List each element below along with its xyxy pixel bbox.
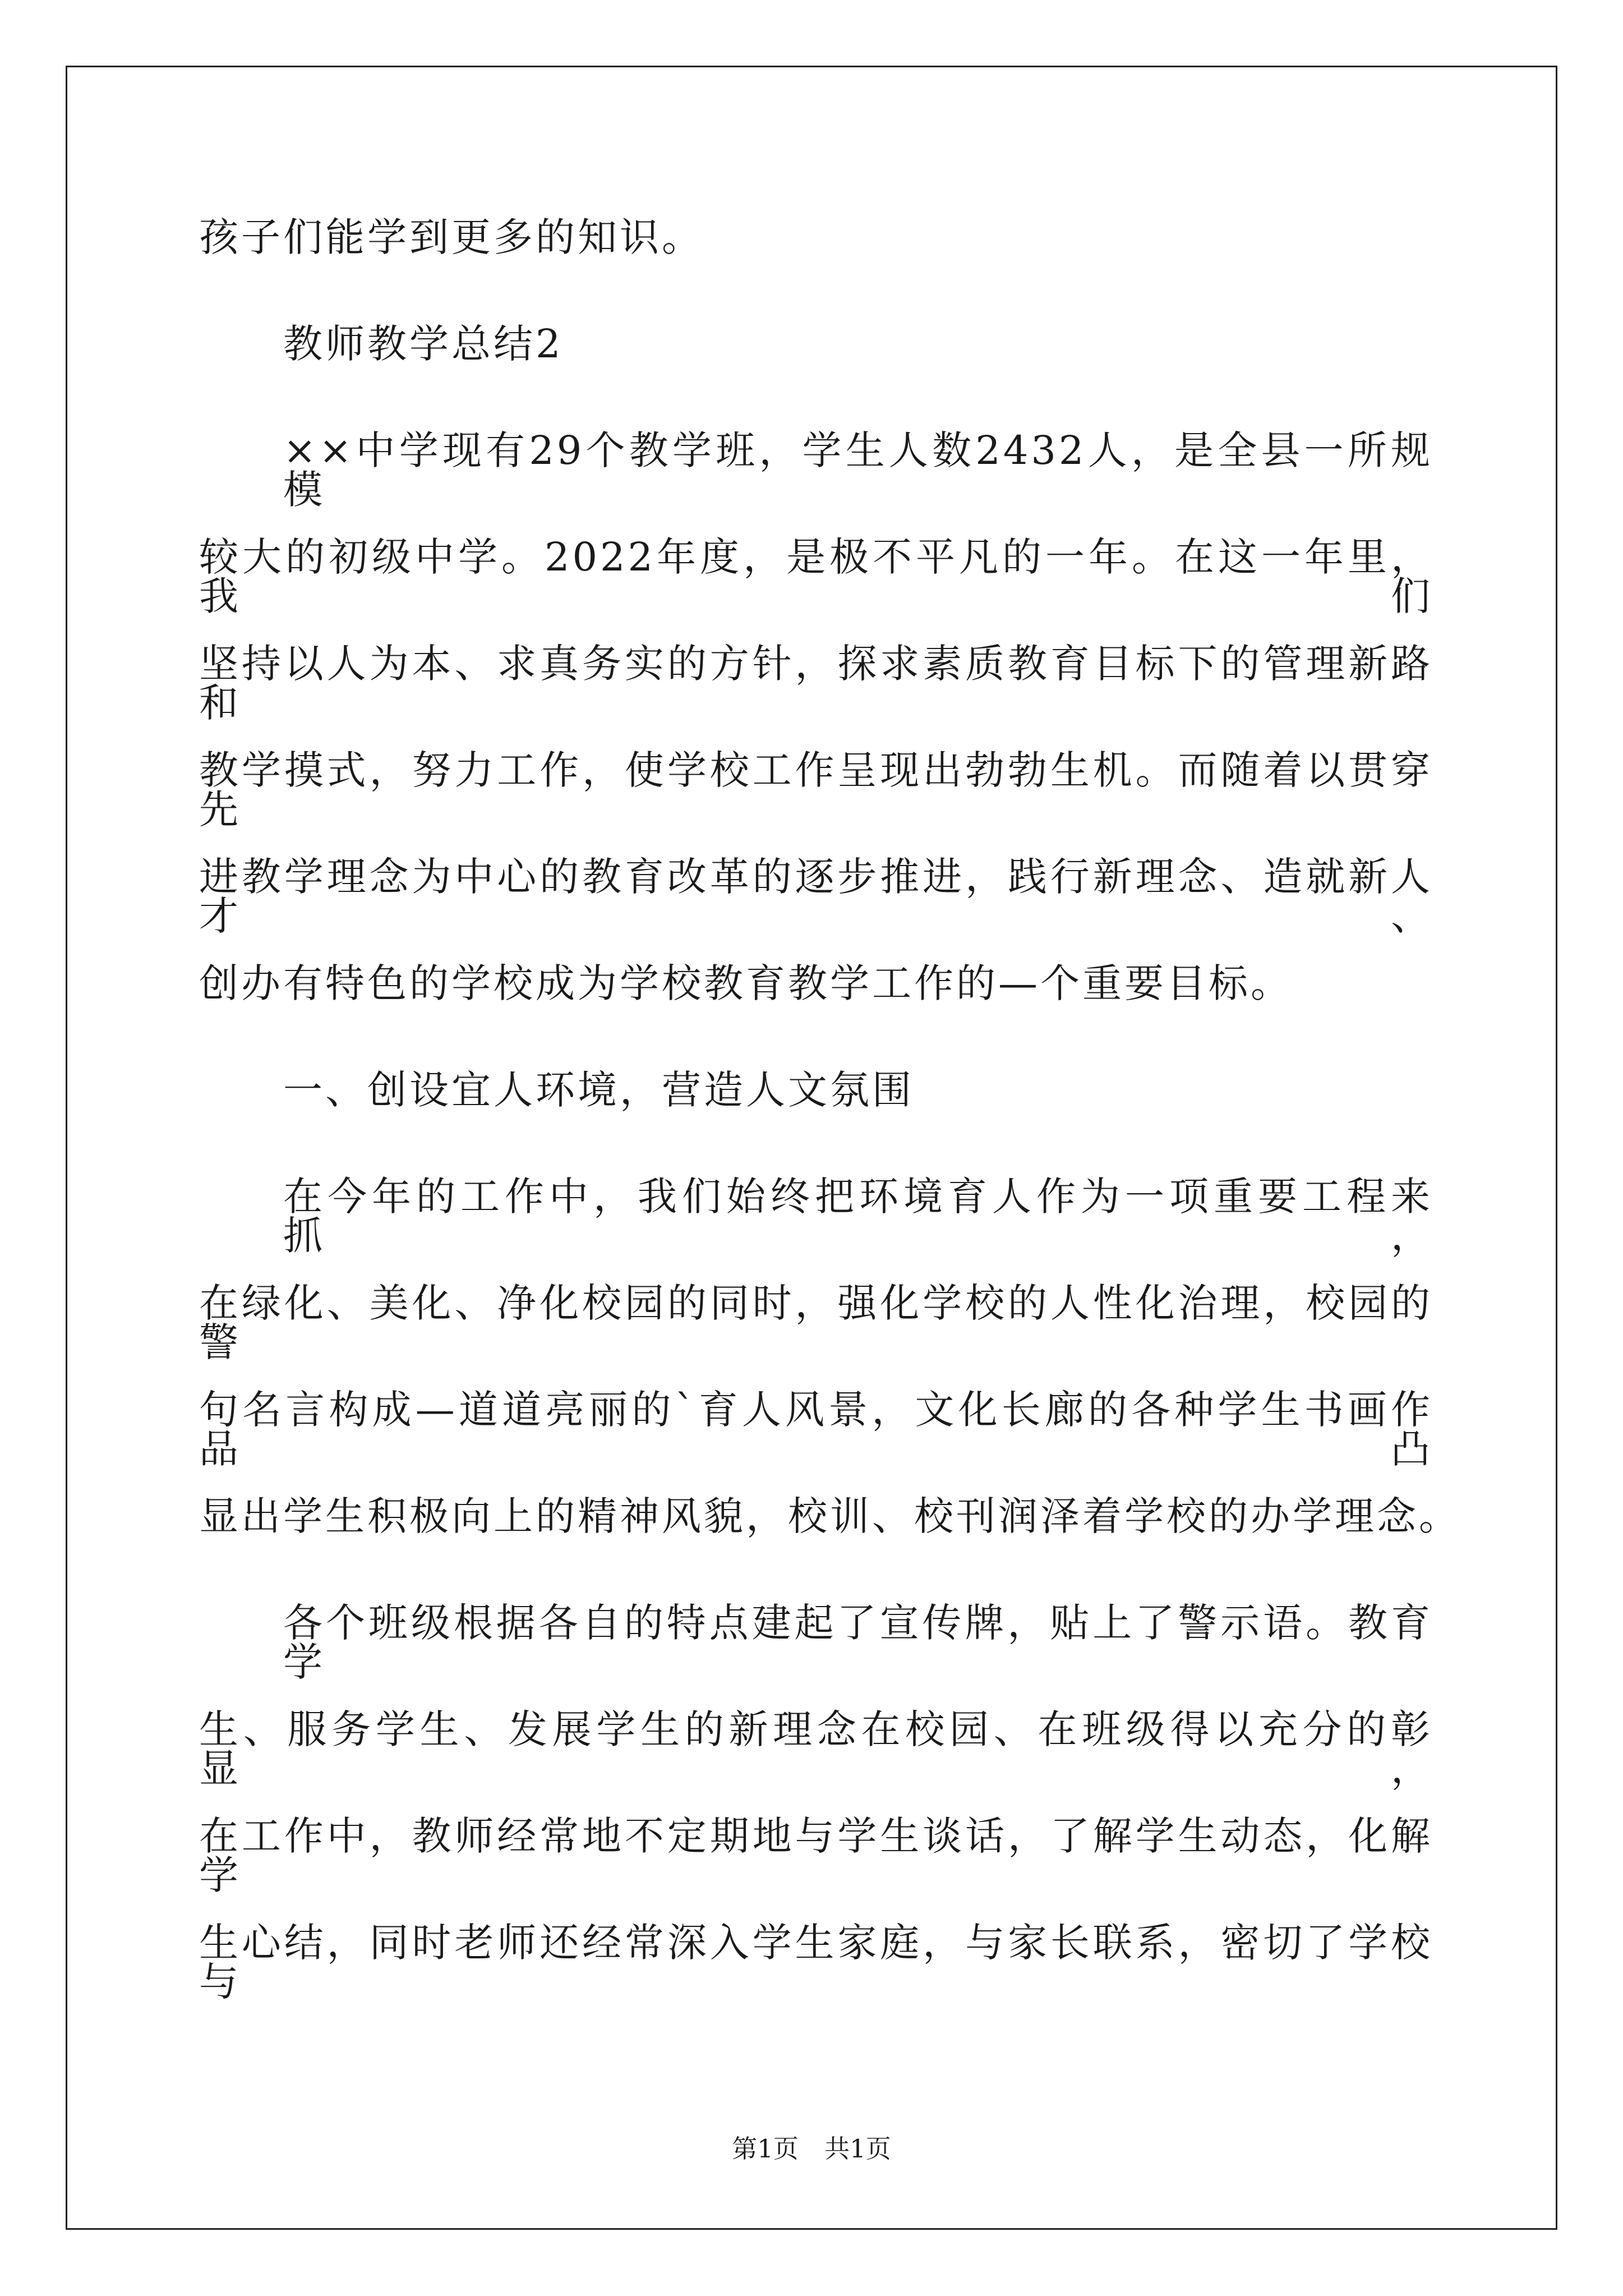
paragraph-line-14: 各个班级根据各自的特点建起了宣传牌，贴上了警示语。教育学 (283, 1600, 1433, 1685)
paragraph-line-15: 生、服务学生、发展学生的新理念在校园、在班级得以充分的彰显， (199, 1706, 1433, 1792)
document-body (199, 214, 1483, 2030)
paragraph-line-16: 在工作中，教师经常地不定期地与学生谈话，了解学生动态，化解学 (199, 1813, 1433, 1898)
paragraph-line-4: 较大的初级中学。2022年度，是极不平凡的一年。在这一年里，我们 (199, 534, 1433, 619)
section-title: 教师教学总结2 (283, 321, 564, 367)
paragraph-line-13: 显出学生积极向上的精神风貌，校训、校刊润泽着学校的办学理念。 (199, 1493, 1461, 1539)
paragraph-line-12: 句名言构成—道道亮丽的`育人风景，文化长廊的各种学生书画作品凸 (199, 1387, 1433, 1472)
page-total: 共1页 (824, 2134, 891, 2164)
paragraph-line-6: 教学摸式，努力工作，使学校工作呈现出勃勃生机。而随着以贯穿先 (199, 747, 1433, 832)
subsection-heading: 一、创设宜人环境，营造人文氛围 (283, 1067, 914, 1113)
page-number: 第1页 (732, 2134, 799, 2164)
paragraph-line-11: 在绿化、美化、净化校园的同时，强化学校的人性化治理，校园的警 (199, 1280, 1433, 1365)
page-footer (0, 2134, 1623, 2164)
paragraph-line-17: 生心结，同时老师还经常深入学生家庭，与家长联系，密切了学校与 (199, 1920, 1433, 2005)
paragraph-line-1: 孩子们能学到更多的知识。 (199, 214, 704, 260)
paragraph-line-7: 进教学理念为中心的教育改革的逐步推进，践行新理念、造就新人才、 (199, 854, 1433, 939)
paragraph-line-5: 坚持以人为本、求真务实的方针，探求素质教育目标下的管理新路和 (199, 641, 1433, 726)
paragraph-line-3: ××中学现有29个教学班，学生人数2432人，是全县一所规模 (283, 427, 1433, 513)
paragraph-line-10: 在今年的工作中，我们始终把环境育人作为一项重要工程来抓， (283, 1174, 1433, 1259)
paragraph-line-8: 创办有特色的学校成为学校教育教学工作的—个重要目标。 (199, 960, 1293, 1006)
